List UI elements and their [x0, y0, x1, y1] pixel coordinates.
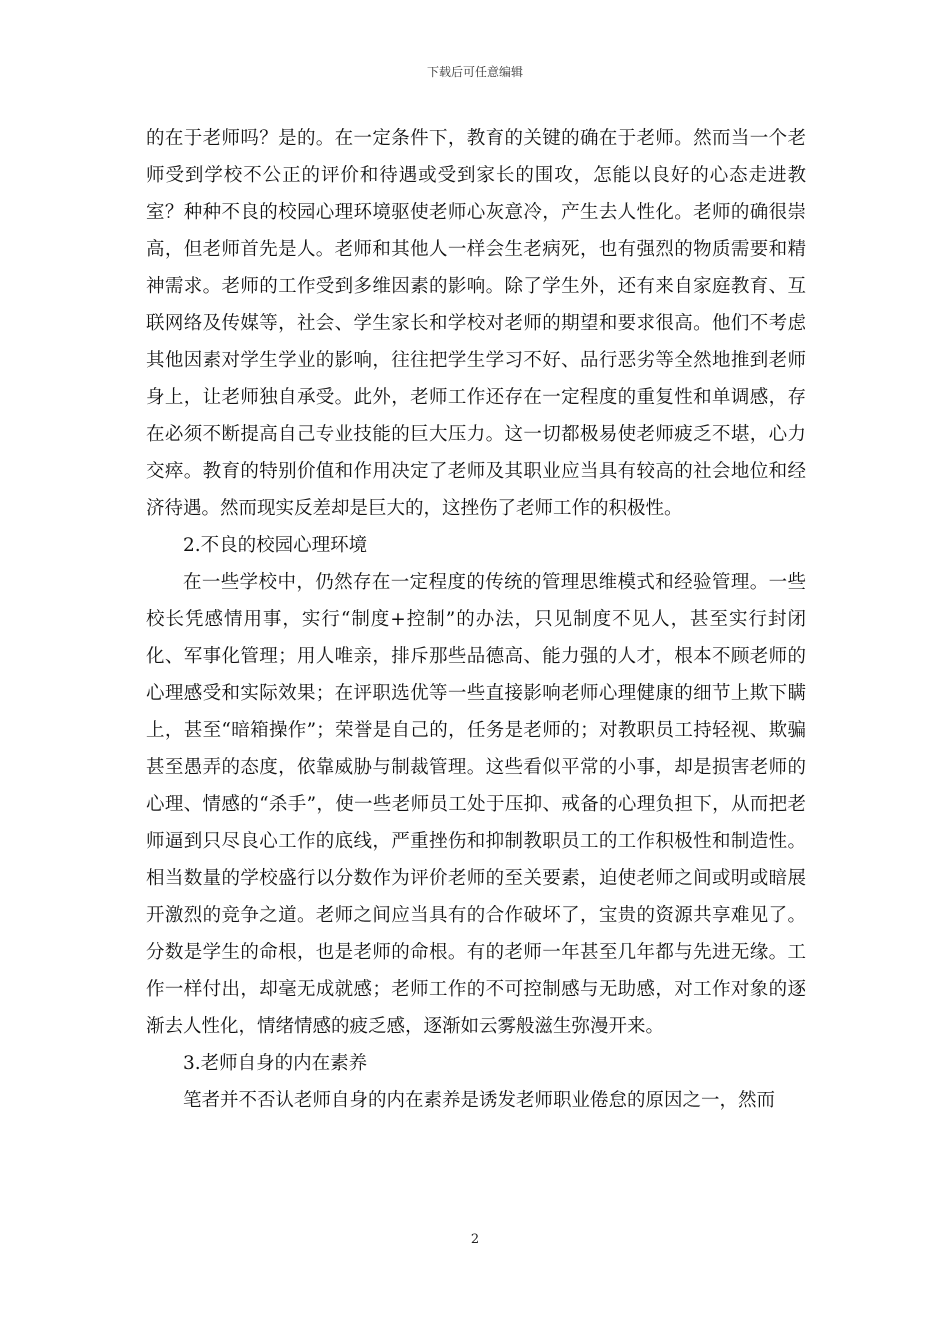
- section-heading-3: 3.老师自身的内在素养: [183, 1053, 368, 1074]
- section-heading-2: 2.不良的校园心理环境: [183, 535, 368, 556]
- page-number: 2: [470, 1232, 480, 1247]
- paragraph-campus-environment: 在一些学校中，仍然存在一定程度的传统的管理思维模式和经验管理。一些校长凭感情用事，实行“制度+控制”的办法，只见制度不见人，甚至实行封闭化、军事化管理；用人唯亲，排斥那些品德高、能力强的人才，根本不顾老师的心理感受和实际效果；在评职选优等一些直接影响老师心理健康的细节上欺下瞒上，甚至“暗箱操作”；荣誉是自己的，任务是老师的；对教职员工持轻视、欺骗甚至愚弄的态度，依靠威胁与制裁管理。这些看似平常的小事，却是损害老师的心理、情感的“杀手”，使一些老师员工处于压抑、戒备的心理负担下，从而把老师逼到只尽良心工作的底线，严重挫伤和抑制教职员工的工作积极性和制造性。相当数量的学校盛行以分数作为评价老师的至关要素，迫使老师之间或明或暗展开激烈的竞争之道。老师之间应当具有的合作破坏了，宝贵的资源共享难见了。分数是学生的命根，也是老师的命根。有的老师一年甚至几年都与先进无缘。工作一样付出，却毫无成就感；老师工作的不可控制感与无助感，对工作对象的逐渐去人性化，情绪情感的疲乏感，逐渐如云雾般滋生弥漫开来。: [146, 572, 806, 1037]
- paragraph-continuation: 的在于老师吗？是的。在一定条件下，教育的关键的确在于老师。然而当一个老师受到学校不公正的评价和待遇或受到家长的围攻，怎能以良好的心态走进教室？种种不良的校园心理环境驱使老师心灰意冷，产生去人性化。老师的确很崇高，但老师首先是人。老师和其他人一样会生老病死，也有强烈的物质需要和精神需求。老师的工作受到多维因素的影响。除了学生外，还有来自家庭教育、互联网络及传媒等，社会、学生家长和学校对老师的期望和要求很高。他们不考虑其他因素对学生学业的影响，往往把学生学习不好、品行恶劣等全然地推到老师身上，让老师独自承受。此外，老师工作还存在一定程度的重复性和单调感，存在必须不断提高自己专业技能的巨大压力。这一切都极易使老师疲乏不堪，心力交瘁。教育的特别价值和作用决定了老师及其职业应当具有较高的社会地位和经济待遇。然而现实反差却是巨大的，这挫伤了老师工作的积极性。: [146, 128, 806, 519]
- paragraph-teacher-literacy: 笔者并不否认老师自身的内在素养是诱发老师职业倦怠的原因之一，然而: [183, 1090, 776, 1111]
- page-header: 下载后可任意编辑: [426, 65, 523, 79]
- document-body: [146, 120, 806, 1119]
